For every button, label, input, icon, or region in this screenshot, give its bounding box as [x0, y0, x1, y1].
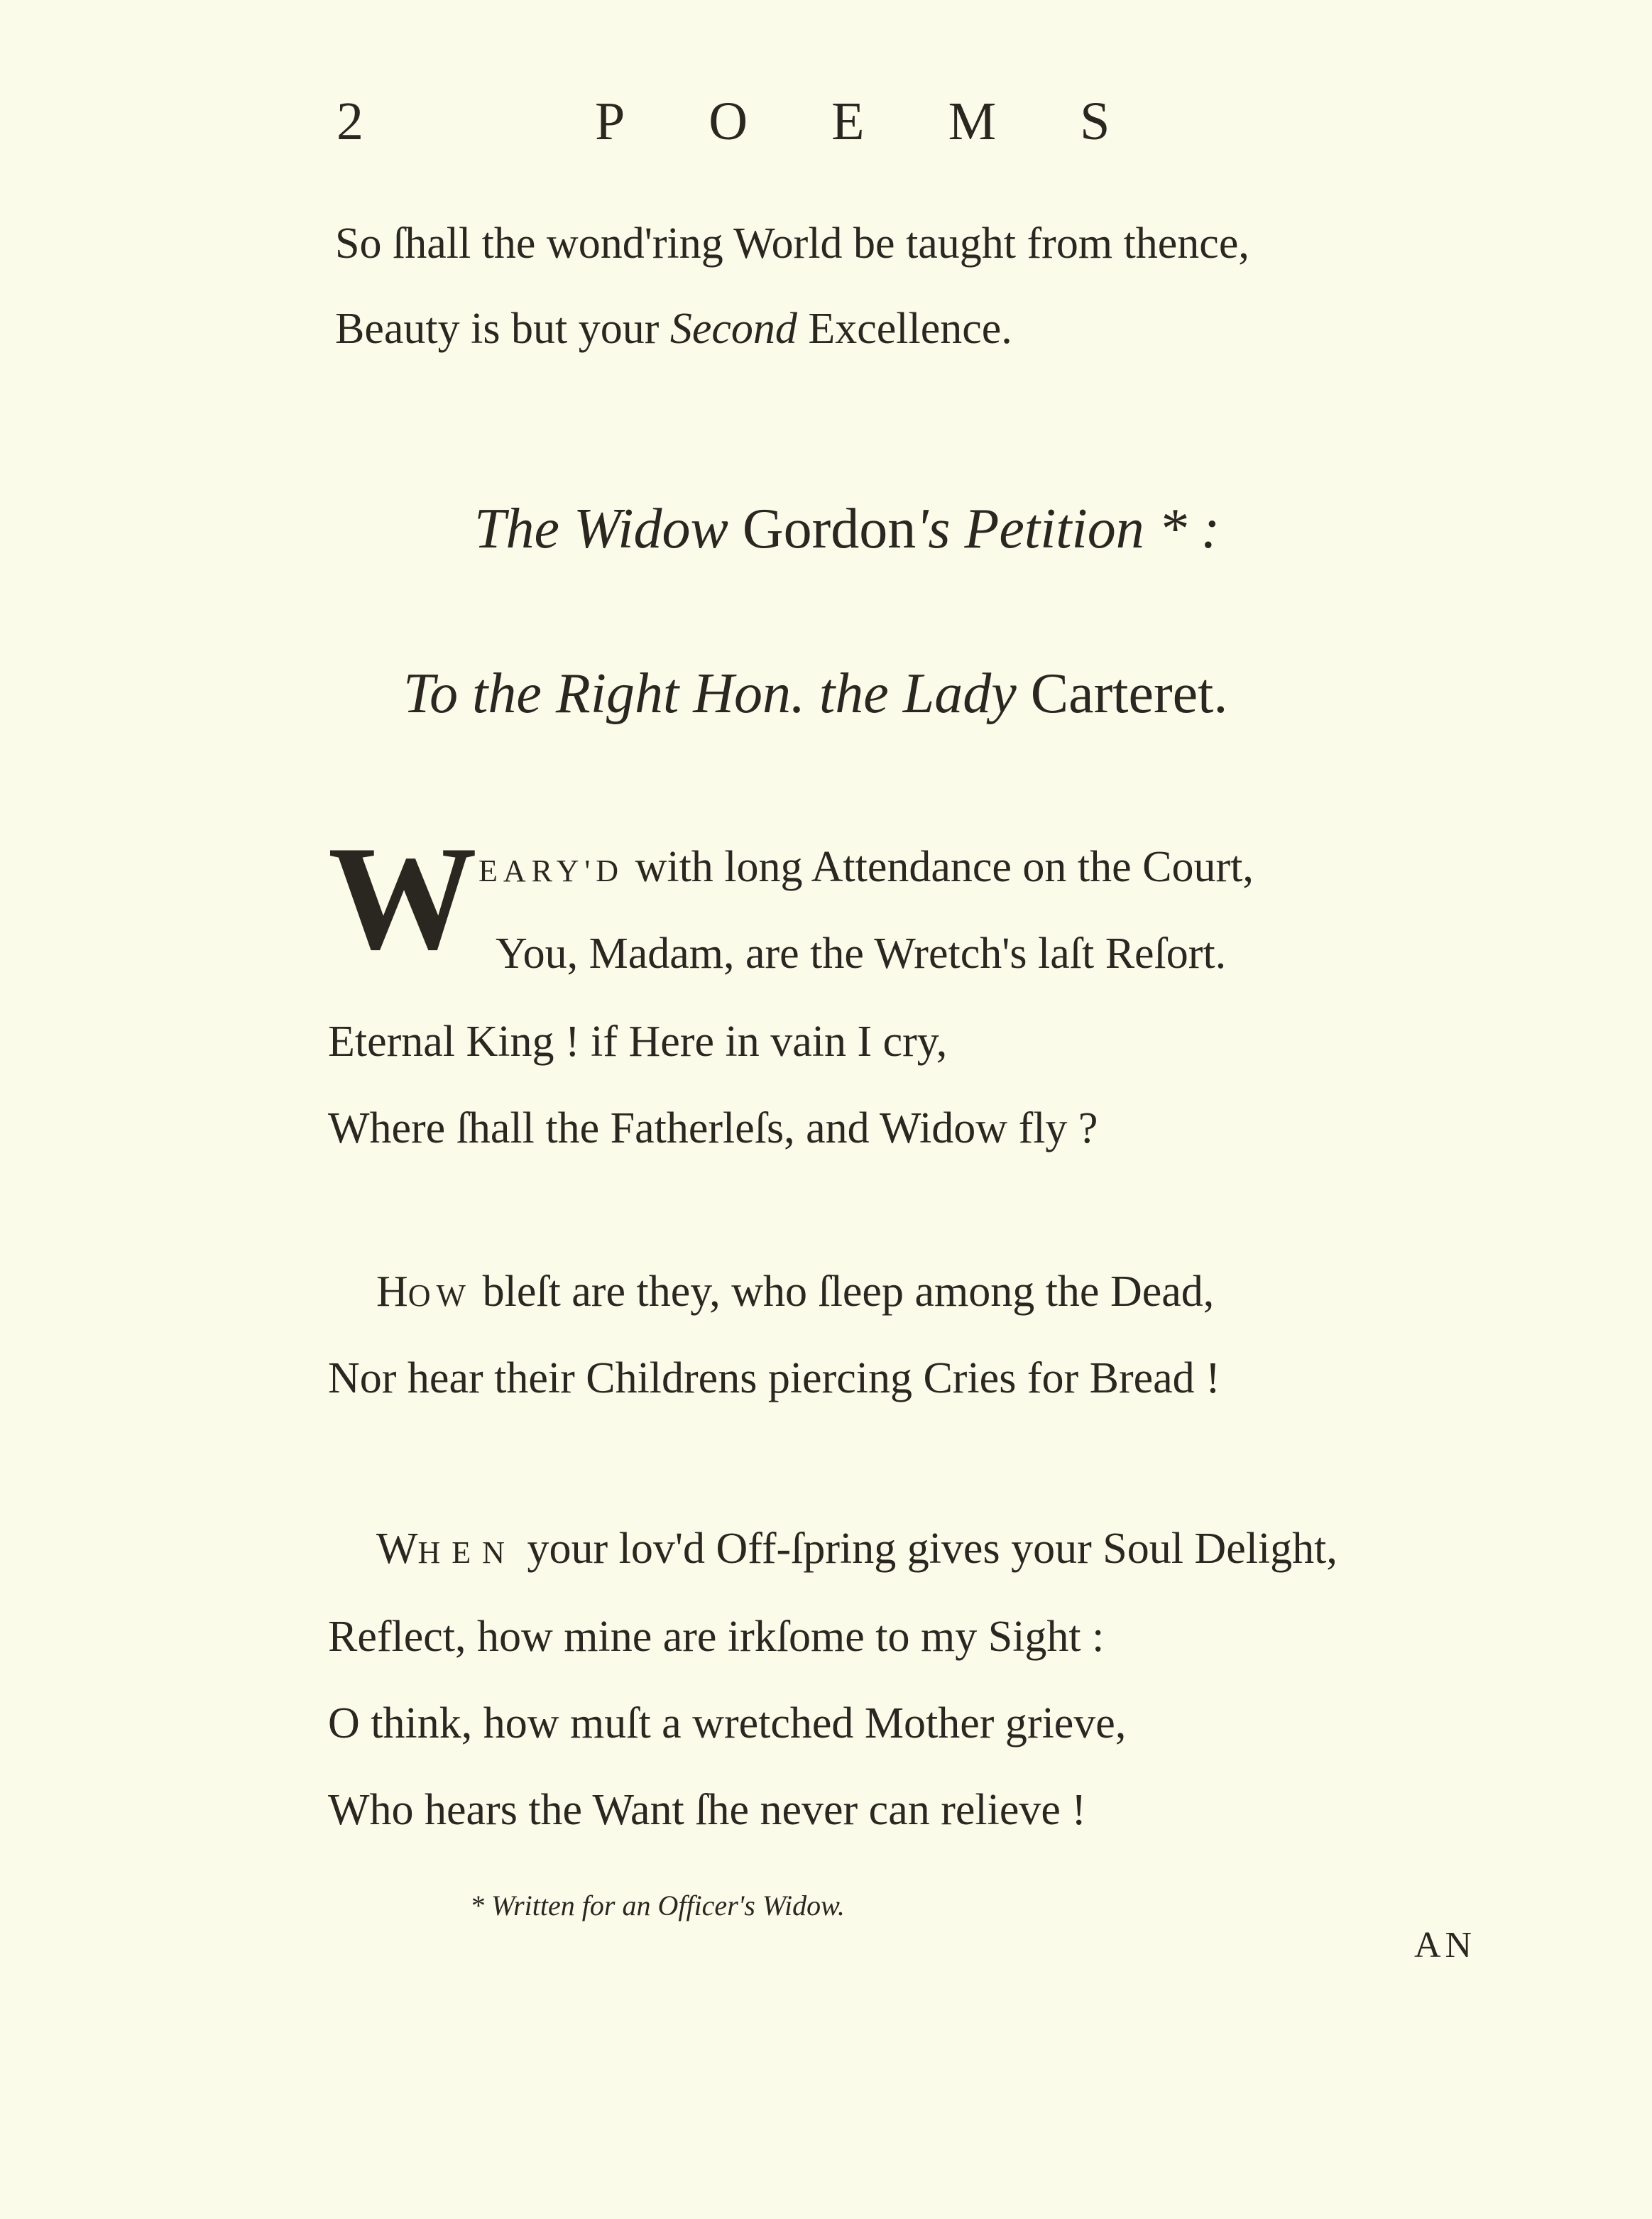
emphasis-second: Second [669, 305, 797, 353]
poem-title-start: The Widow [474, 498, 743, 560]
stanza1-line-1-rest: with long Attendance on the Court, [624, 843, 1254, 891]
footnote: * Written for an Officer's Widow. [470, 1890, 845, 1921]
stanza2-small-caps: OW [407, 1278, 472, 1313]
couplet-line-2 [335, 304, 1012, 354]
running-title: POEMS [595, 92, 1194, 151]
dedication-name: Carteret. [1030, 663, 1228, 725]
couplet-line-1: So ſhall the wond'ring World be taught from thence, [335, 219, 1249, 268]
stanza1-line-3: Eternal King ! if Here in vain I cry, [328, 1018, 948, 1066]
stanza2-initial: H [376, 1267, 408, 1316]
stanza3-initial: W [376, 1525, 418, 1573]
dedication [403, 662, 1227, 726]
couplet-line-2-end: Excellence. [797, 305, 1012, 353]
stanza2-line-2: Nor hear their Childrens piercing Cries for Bread ! [328, 1354, 1220, 1402]
stanza1-line-4: Where ſhall the Fatherleſs, and Widow fly ? [328, 1104, 1098, 1152]
poem-title-asterisk: * : [1144, 498, 1220, 560]
stanza3-small-caps: HEN [417, 1535, 516, 1570]
stanza3-line-3: O think, how muſt a wretched Mother grieve, [328, 1699, 1127, 1748]
stanza3-line-1 [376, 1524, 1338, 1574]
stanza3-line-1-rest: your lov'd Off-ſpring gives your Soul Delight, [515, 1525, 1338, 1573]
stanza2-line-1-rest: bleſt are they, who ſleep among the Dead, [471, 1267, 1215, 1316]
stanza1-small-caps: EARY'D [478, 854, 625, 888]
catchword: AN [1414, 1925, 1477, 1966]
dedication-start: To the Right Hon. the Lady [403, 663, 1031, 725]
poem-title-name: Gordon [742, 498, 917, 560]
stanza1-line-2: You, Madam, are the Wretch's laſt Reſort. [496, 929, 1227, 978]
page-number: 2 [337, 92, 363, 151]
stanza2-line-1 [376, 1267, 1214, 1317]
poem-title-petition: 's Petition [916, 498, 1144, 560]
couplet-line-2-start: Beauty is but your [335, 305, 670, 353]
stanza3-line-2: Reflect, how mine are irkſome to my Sight : [328, 1613, 1105, 1661]
stanza3-line-4: Who hears the Want ſhe never can relieve ! [328, 1786, 1087, 1834]
poem-title [474, 497, 1220, 562]
drop-cap: W [328, 816, 477, 981]
stanza1-line-1 [478, 842, 1254, 893]
